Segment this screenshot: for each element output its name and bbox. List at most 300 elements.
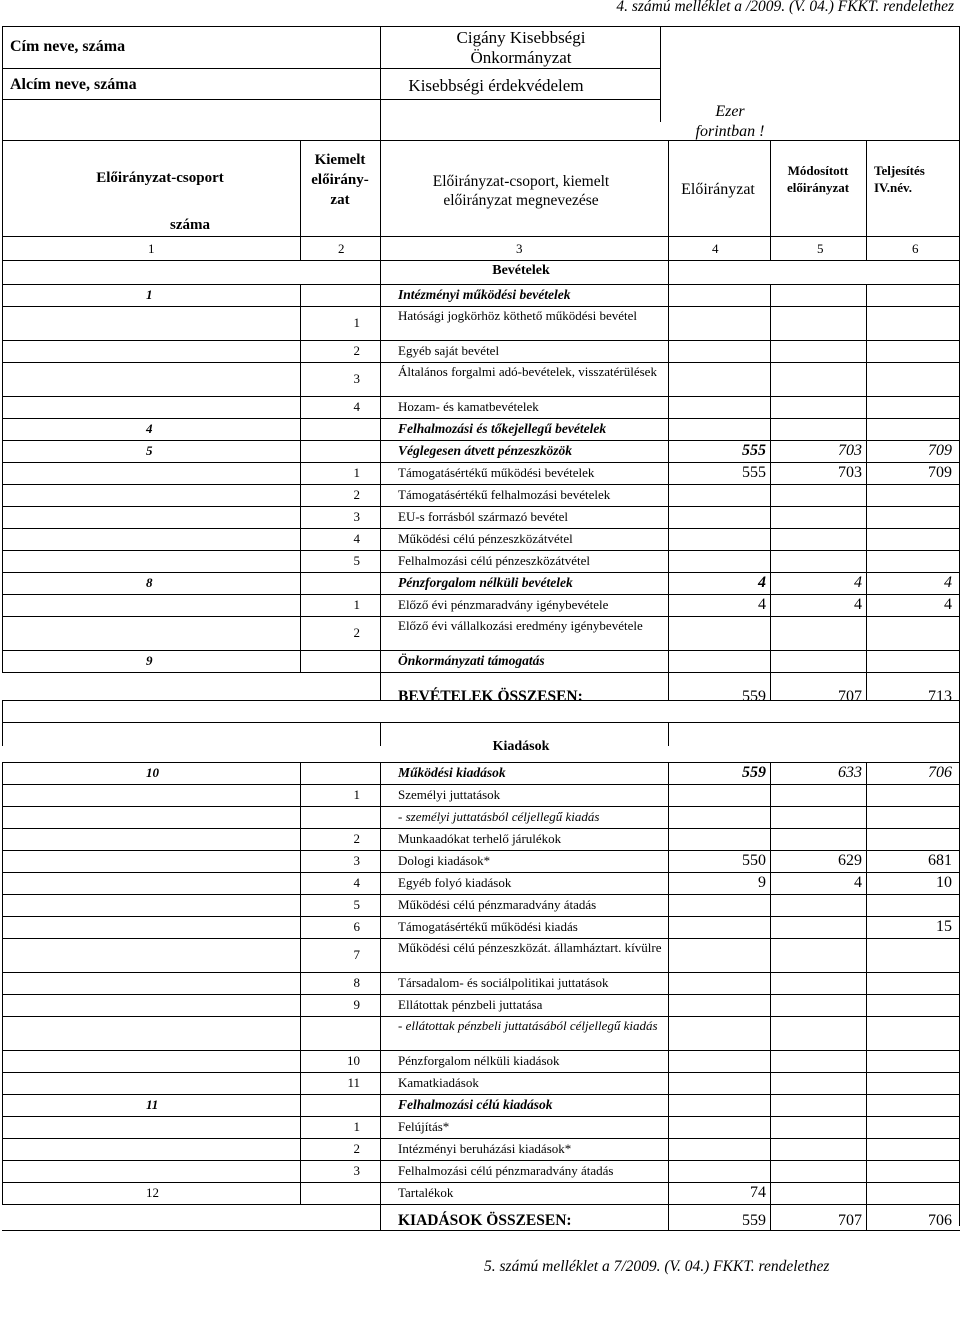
row-rule xyxy=(866,284,867,306)
row-rule xyxy=(380,806,381,828)
kiadasok-row-name: Támogatásértékű működési kiadás xyxy=(398,919,578,934)
row-rule xyxy=(866,1116,867,1138)
row-rule xyxy=(2,1094,3,1116)
header-rule xyxy=(300,236,301,260)
row-rule xyxy=(2,650,960,651)
kiadasok-row-kiemelt-num: 1 xyxy=(353,787,360,802)
row-rule xyxy=(300,1016,301,1050)
kiadasok-row-name: Felhalmozási célú pénzmaradvány átadás xyxy=(398,1163,614,1178)
row-rule xyxy=(300,418,301,440)
kiadasok-row-value: 706 xyxy=(928,763,952,781)
row-rule xyxy=(668,938,669,972)
row-rule xyxy=(866,1182,867,1204)
row-rule xyxy=(668,418,669,440)
bevetelek-row-name: Felhalmozási célú pénzeszközátvétel xyxy=(398,553,591,568)
bevetelek-row-group-num: 5 xyxy=(146,443,153,458)
row-rule xyxy=(300,650,301,672)
row-rule xyxy=(2,484,960,485)
row-rule xyxy=(2,972,3,994)
row-rule xyxy=(668,994,669,1016)
bevetelek-row-name: Előző évi pénzmaradvány igénybevétele xyxy=(398,597,609,612)
kiadasok-row-name: Társadalom- és sociálpolitikai juttatások xyxy=(398,975,609,990)
row-rule xyxy=(2,362,3,396)
row-rule xyxy=(2,938,3,972)
colnum-6: 6 xyxy=(912,241,919,256)
kiadasok-row-name: Munkaadókat terhelő járulékok xyxy=(398,831,562,846)
bevetelek-row-name: Működési célú pénzeszközátvétel xyxy=(398,531,573,546)
bevetelek-row-value: 4 xyxy=(944,595,952,613)
row-rule xyxy=(2,806,960,807)
row-rule xyxy=(300,506,301,528)
row-rule xyxy=(300,938,301,972)
row-rule xyxy=(866,828,867,850)
row-rule xyxy=(770,418,771,440)
header-rule xyxy=(2,140,960,141)
bevetelek-row-name: Általános forgalmi adó-bevételek, visszatérülések xyxy=(398,364,657,379)
row-rule xyxy=(770,916,771,938)
alcim-label: Alcím neve, száma xyxy=(10,76,137,93)
row-rule xyxy=(300,616,301,650)
header-rule xyxy=(770,236,771,260)
row-rule xyxy=(2,306,3,340)
row-rule xyxy=(866,1160,867,1182)
row-rule xyxy=(668,1050,669,1072)
row-rule xyxy=(300,972,301,994)
row-rule xyxy=(770,784,771,806)
row-rule xyxy=(668,1116,669,1138)
bevetelek-row-name: Előző évi vállalkozási eredmény igénybevétele xyxy=(398,618,643,633)
row-rule xyxy=(300,396,301,418)
row-rule xyxy=(300,1072,301,1094)
row-rule xyxy=(300,340,301,362)
row-rule xyxy=(300,762,301,784)
bevetelek-row-name: Hozam- és kamatbevételek xyxy=(398,399,539,414)
row-rule xyxy=(2,994,960,995)
row-rule xyxy=(2,994,3,1016)
colnum-2: 2 xyxy=(338,241,345,256)
header-rule xyxy=(380,26,381,236)
row-rule xyxy=(2,418,960,419)
header-rule xyxy=(300,140,301,236)
row-rule xyxy=(770,396,771,418)
bevetelek-row-name: Önkormányzati támogatás xyxy=(398,653,545,668)
row-rule xyxy=(2,1182,3,1204)
row-rule xyxy=(2,828,3,850)
bevetelek-total-v3: 713 xyxy=(928,688,952,705)
bevetelek-row-kiemelt-num: 4 xyxy=(353,399,360,414)
row-rule xyxy=(380,850,381,872)
row-rule xyxy=(2,850,3,872)
row-rule xyxy=(2,528,960,529)
row-rule xyxy=(668,340,669,362)
row-rule xyxy=(866,506,867,528)
kiadasok-row-name: Tartalékok xyxy=(398,1185,454,1200)
row-rule xyxy=(300,362,301,396)
bevetelek-row-group-num: 4 xyxy=(146,421,153,436)
row-rule xyxy=(770,362,771,396)
bevetelek-row-name: Hatósági jogkörhöz köthető működési bevétel xyxy=(398,308,638,323)
row-rule xyxy=(2,828,960,829)
row-rule xyxy=(770,894,771,916)
col-eloir: Előirányzat xyxy=(681,181,755,198)
row-rule xyxy=(770,1072,771,1094)
row-rule xyxy=(380,650,381,672)
row-rule xyxy=(668,306,669,340)
row-rule xyxy=(770,306,771,340)
row-rule xyxy=(2,1050,3,1072)
row-rule xyxy=(2,616,3,650)
header-rule xyxy=(2,68,660,69)
row-rule xyxy=(866,1138,867,1160)
bevetelek-row-name: Véglegesen átvett pénzeszközök xyxy=(398,443,572,458)
row-rule xyxy=(380,894,381,916)
row-rule xyxy=(668,484,669,506)
row-rule xyxy=(380,916,381,938)
row-rule xyxy=(2,550,3,572)
row-rule xyxy=(2,506,960,507)
col-kiemelt: Kiemelt előirány- zat xyxy=(311,152,369,208)
bevetelek-row-value: 703 xyxy=(838,463,862,481)
row-rule xyxy=(770,1138,771,1160)
row-rule xyxy=(2,1204,960,1205)
row-rule xyxy=(770,938,771,972)
row-rule xyxy=(770,1016,771,1050)
row-rule xyxy=(2,1138,960,1139)
row-rule xyxy=(866,1016,867,1050)
row-rule xyxy=(866,784,867,806)
row-rule xyxy=(380,1094,381,1116)
row-rule xyxy=(2,1094,960,1095)
kiadasok-total-v3: 706 xyxy=(928,1212,952,1229)
row-rule xyxy=(2,1050,960,1051)
row-rule xyxy=(380,506,381,528)
kiadasok-row-name: Működési célú pénzmaradvány átadás xyxy=(398,897,597,912)
row-rule xyxy=(2,396,3,418)
header-rule xyxy=(866,140,867,236)
row-rule xyxy=(668,1138,669,1160)
kiadasok-row-name: Felújítás* xyxy=(398,1119,450,1134)
row-rule xyxy=(2,762,960,763)
row-rule xyxy=(2,396,960,397)
row-rule xyxy=(2,762,3,784)
row-rule xyxy=(770,806,771,828)
row-rule xyxy=(300,1182,301,1204)
row-rule xyxy=(866,550,867,572)
row-rule xyxy=(300,1160,301,1182)
row-rule xyxy=(2,1116,3,1138)
row-rule xyxy=(770,550,771,572)
row-rule xyxy=(300,784,301,806)
row-rule xyxy=(380,306,381,340)
kiadasok-row-name: Intézményi beruházási kiadások* xyxy=(398,1141,572,1156)
kiadasok-row-kiemelt-num: 2 xyxy=(353,831,360,846)
col-group: Előirányzat-csoport xyxy=(96,170,224,186)
kiadasok-row-value: 15 xyxy=(936,917,952,935)
bevetelek-row-kiemelt-num: 3 xyxy=(353,371,360,386)
row-rule xyxy=(866,528,867,550)
kiadasok-row-name: - személyi juttatásból céljellegű kiadás xyxy=(398,809,600,824)
row-rule xyxy=(866,616,867,650)
row-rule xyxy=(2,572,3,594)
row-rule xyxy=(2,462,3,484)
bevetelek-row-value: 4 xyxy=(758,573,766,591)
bevetelek-row-kiemelt-num: 1 xyxy=(353,597,360,612)
rule-line xyxy=(380,260,381,284)
row-rule xyxy=(2,1160,960,1161)
row-rule xyxy=(2,284,3,306)
row-rule xyxy=(380,362,381,396)
kiadasok-row-kiemelt-num: 5 xyxy=(353,897,360,912)
kiadasok-row-name: Működési célú pénzeszközát. államháztart. kívülre xyxy=(398,940,662,955)
row-rule xyxy=(380,340,381,362)
row-rule xyxy=(668,894,669,916)
row-rule xyxy=(866,806,867,828)
row-rule xyxy=(2,872,3,894)
row-rule xyxy=(668,650,669,672)
cim-label: Cím neve, száma xyxy=(10,38,126,55)
bevetelek-total-label: BEVÉTELEK ÖSSZESEN: xyxy=(398,688,583,705)
row-rule xyxy=(770,1094,771,1116)
kiadasok-row-value: 9 xyxy=(758,873,766,891)
kiadasok-row-kiemelt-num: 4 xyxy=(353,875,360,890)
col-telj: Teljesítés IV.név. xyxy=(874,163,925,195)
bevetelek-row-group-num: 8 xyxy=(146,575,153,590)
row-rule xyxy=(2,916,960,917)
kiadasok-row-name: Dologi kiadások* xyxy=(398,853,491,868)
row-rule xyxy=(380,1116,381,1138)
bevetelek-row-kiemelt-num: 4 xyxy=(353,531,360,546)
kiadasok-row-name: Ellátottak pénzbeli juttatása xyxy=(398,997,543,1012)
row-rule xyxy=(300,306,301,340)
row-rule xyxy=(668,722,669,746)
row-rule xyxy=(866,994,867,1016)
colnum-1: 1 xyxy=(148,241,155,256)
row-rule xyxy=(300,828,301,850)
row-rule xyxy=(2,340,3,362)
row-rule xyxy=(2,550,960,551)
row-rule xyxy=(2,672,960,673)
row-rule xyxy=(380,572,381,594)
row-rule xyxy=(300,528,301,550)
kiadasok-row-value: 629 xyxy=(838,851,862,869)
row-rule xyxy=(668,528,669,550)
row-rule xyxy=(300,572,301,594)
bevetelek-total-v2: 707 xyxy=(838,688,862,705)
row-rule xyxy=(668,806,669,828)
kiadasok-row-value: 10 xyxy=(936,873,952,891)
bevetelek-row-group-num: 9 xyxy=(146,653,153,668)
kiadasok-row-value: 4 xyxy=(854,873,862,891)
kiadasok-row-group-num: 12 xyxy=(146,1185,159,1200)
row-rule xyxy=(380,1016,381,1050)
row-rule xyxy=(2,528,3,550)
row-rule xyxy=(300,594,301,616)
row-rule xyxy=(2,894,3,916)
row-rule xyxy=(2,1016,3,1050)
row-rule xyxy=(770,1116,771,1138)
row-rule xyxy=(380,872,381,894)
row-rule xyxy=(668,506,669,528)
colnum-3: 3 xyxy=(516,241,523,256)
bevetelek-row-value: 709 xyxy=(928,463,952,481)
header-rule xyxy=(380,236,381,260)
bevetelek-row-name: Felhalmozási és tőkejellegű bevételek xyxy=(398,421,607,436)
header-rule xyxy=(2,284,960,285)
row-rule xyxy=(300,872,301,894)
row-rule xyxy=(668,616,669,650)
row-rule xyxy=(2,1160,3,1182)
row-rule xyxy=(770,506,771,528)
row-rule xyxy=(380,1138,381,1160)
row-rule xyxy=(866,484,867,506)
bevetelek-row-name: EU-s forrásból származó bevétel xyxy=(398,509,569,524)
kiadasok-row-name: Személyi juttatások xyxy=(398,787,501,802)
header-rule xyxy=(2,260,960,261)
row-rule xyxy=(2,972,960,973)
row-rule xyxy=(380,762,381,784)
bevetelek-row-value: 4 xyxy=(944,573,952,591)
bevetelek-row-value: 4 xyxy=(854,573,862,591)
kiadasok-row-group-num: 11 xyxy=(146,1097,159,1112)
row-rule xyxy=(866,1050,867,1072)
colnum-5: 5 xyxy=(817,241,824,256)
row-rule xyxy=(380,828,381,850)
row-rule xyxy=(668,1160,669,1182)
row-rule xyxy=(668,972,669,994)
kiadasok-row-value: 633 xyxy=(838,763,862,781)
bevetelek-row-group-num: 1 xyxy=(146,287,153,302)
unit-note: Ezer forintban ! xyxy=(695,103,765,140)
row-rule xyxy=(300,550,301,572)
org-name: Cigány Kisebbségi Önkormányzat xyxy=(456,28,586,67)
row-rule xyxy=(770,1160,771,1182)
row-rule xyxy=(668,550,669,572)
kiadasok-row-name: - ellátottak pénzbeli juttatásából céljellegű kiadás xyxy=(398,1018,658,1033)
bottom-note: 5. számú melléklet a 7/2009. (V. 04.) FKKT. rendelethez xyxy=(484,1258,830,1275)
row-rule xyxy=(380,418,381,440)
bevetelek-row-name: Támogatásértékű működési bevételek xyxy=(398,465,595,480)
row-rule xyxy=(770,994,771,1016)
kiadasok-row-kiemelt-num: 1 xyxy=(353,1119,360,1134)
bevetelek-row-kiemelt-num: 2 xyxy=(353,625,360,640)
row-rule xyxy=(380,1050,381,1072)
row-rule xyxy=(866,418,867,440)
row-rule xyxy=(866,1072,867,1094)
header-rule xyxy=(2,236,3,260)
row-rule xyxy=(668,1072,669,1094)
kiadasok-total-v2: 707 xyxy=(838,1212,862,1229)
row-rule xyxy=(668,1016,669,1050)
kiadasok-row-kiemelt-num: 2 xyxy=(353,1141,360,1156)
kiadasok-row-value: 681 xyxy=(928,851,952,869)
rule-line xyxy=(668,260,669,284)
kiadasok-row-kiemelt-num: 7 xyxy=(353,947,360,962)
row-rule xyxy=(770,650,771,672)
kiadasok-row-kiemelt-num: 8 xyxy=(353,975,360,990)
header-top-rule xyxy=(2,26,960,27)
kiadasok-row-value: 74 xyxy=(750,1183,766,1201)
kiadasok-row-name: Egyéb folyó kiadások xyxy=(398,875,512,890)
row-rule xyxy=(2,484,3,506)
kiadasok-row-kiemelt-num: 3 xyxy=(353,1163,360,1178)
bevetelek-row-kiemelt-num: 5 xyxy=(353,553,360,568)
row-rule xyxy=(866,972,867,994)
bevetelek-row-name: Egyéb saját bevétel xyxy=(398,343,500,358)
col-name: Előirányzat-csoport, kiemelt előirányzat megnevezése xyxy=(432,173,610,209)
row-rule xyxy=(300,1138,301,1160)
kiadasok-title: Kiadások xyxy=(492,739,550,754)
row-rule xyxy=(300,284,301,306)
kiadasok-row-value: 550 xyxy=(742,851,766,869)
row-rule xyxy=(668,396,669,418)
col-mod: Módosított előirányzat xyxy=(786,163,850,195)
row-rule xyxy=(2,700,3,722)
row-rule xyxy=(770,1182,771,1204)
kiadasok-row-name: Pénzforgalom nélküli kiadások xyxy=(398,1053,560,1068)
row-rule xyxy=(380,672,381,700)
row-rule xyxy=(380,616,381,650)
bevetelek-row-value: 703 xyxy=(838,441,862,459)
row-rule xyxy=(380,722,381,746)
row-rule xyxy=(300,1094,301,1116)
row-rule xyxy=(300,806,301,828)
row-rule xyxy=(866,396,867,418)
row-rule xyxy=(668,916,669,938)
header-rule xyxy=(668,236,669,260)
row-rule xyxy=(380,594,381,616)
row-rule xyxy=(2,1072,960,1073)
bevetelek-row-value: 4 xyxy=(854,595,862,613)
kiadasok-row-name: Kamatkiadások xyxy=(398,1075,479,1090)
row-rule xyxy=(380,396,381,418)
bevetelek-row-kiemelt-num: 1 xyxy=(353,465,360,480)
row-rule xyxy=(2,1138,3,1160)
row-rule xyxy=(300,462,301,484)
bevetelek-row-value: 4 xyxy=(758,595,766,613)
row-rule xyxy=(2,506,3,528)
row-rule xyxy=(2,1072,3,1094)
row-rule xyxy=(380,1160,381,1182)
row-rule xyxy=(300,440,301,462)
row-rule xyxy=(866,1094,867,1116)
bevetelek-row-value: 555 xyxy=(742,463,766,481)
row-rule xyxy=(380,1072,381,1094)
org-sub: Kisebbségi érdekvédelem xyxy=(408,76,584,95)
row-rule xyxy=(770,616,771,650)
kiadasok-row-kiemelt-num: 11 xyxy=(347,1075,360,1090)
row-rule xyxy=(770,1050,771,1072)
bevetelek-row-kiemelt-num: 3 xyxy=(353,509,360,524)
kiadasok-row-kiemelt-num: 10 xyxy=(347,1053,360,1068)
row-rule xyxy=(668,362,669,396)
kiadasok-total-label: KIADÁSOK ÖSSZESEN: xyxy=(398,1212,572,1229)
bevetelek-row-kiemelt-num: 1 xyxy=(353,315,360,330)
row-rule xyxy=(2,1182,960,1183)
row-rule xyxy=(2,916,3,938)
row-rule xyxy=(2,1116,960,1117)
row-rule xyxy=(2,722,960,723)
bevetelek-row-name: Intézményi működési bevételek xyxy=(398,287,571,302)
row-rule xyxy=(668,1094,669,1116)
row-rule xyxy=(770,340,771,362)
row-rule xyxy=(380,528,381,550)
header-rule xyxy=(770,140,771,236)
kiadasok-total-v1: 559 xyxy=(742,1212,766,1229)
row-rule xyxy=(380,972,381,994)
row-rule xyxy=(2,1230,960,1231)
row-rule xyxy=(380,440,381,462)
row-rule xyxy=(380,550,381,572)
